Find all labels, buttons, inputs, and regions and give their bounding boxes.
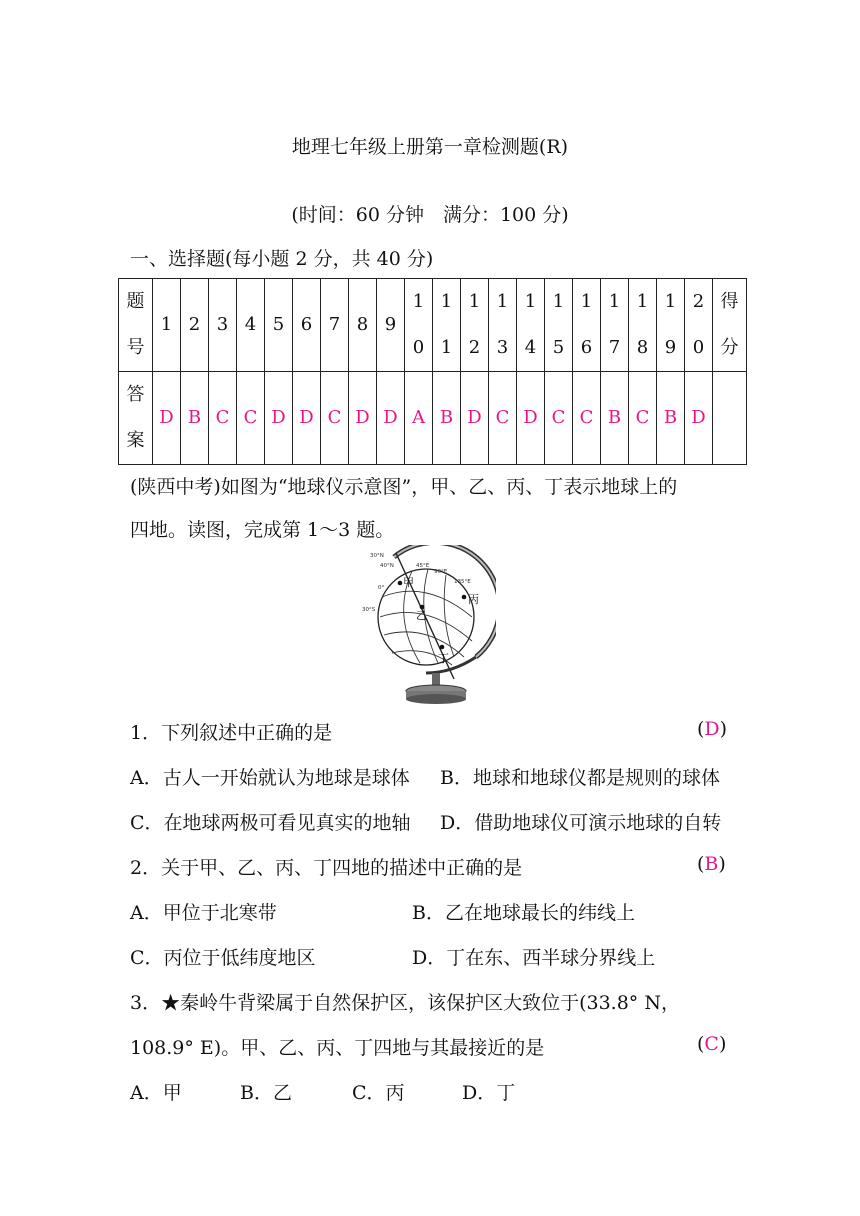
number-cell: 4 bbox=[237, 279, 265, 372]
number-cell: 1 bbox=[153, 279, 181, 372]
number-cell: 1 5 bbox=[545, 279, 573, 372]
answer-cell: C bbox=[489, 372, 517, 465]
number-cell: 1 8 bbox=[629, 279, 657, 372]
exam-time-score: (时间：60 分钟 满分：100 分) bbox=[291, 204, 569, 226]
option: D．丁在东、西半球分界线上 bbox=[412, 947, 656, 969]
option: A．甲 bbox=[130, 1082, 182, 1104]
answer-cell: C bbox=[237, 372, 265, 465]
table-header-cell: 题 号 bbox=[119, 279, 153, 372]
number-cell: 3 bbox=[209, 279, 237, 372]
answer-cell: D bbox=[377, 372, 405, 465]
number-cell: 1 4 bbox=[517, 279, 545, 372]
answer-cell: D bbox=[293, 372, 321, 465]
lat-label: 40°N bbox=[380, 563, 394, 569]
point-label-ding: 丁 bbox=[438, 652, 449, 665]
page-title: 地理七年级上册第一章检测题(R) bbox=[291, 136, 569, 158]
option: D．丁 bbox=[462, 1082, 516, 1104]
globe-figure bbox=[356, 545, 496, 707]
answer-table bbox=[118, 278, 747, 465]
lat-label: 30°N bbox=[370, 553, 384, 559]
point-label-yi: 乙 bbox=[416, 609, 427, 622]
answer-cell: B bbox=[181, 372, 209, 465]
lat-label: 30°S bbox=[362, 607, 376, 613]
question-3-stem-line1: 3．★秦岭牛背梁属于自然保护区，该保护区大致位于(33.8° N， bbox=[130, 992, 680, 1014]
number-cell: 2 0 bbox=[685, 279, 713, 372]
answer-cell: C bbox=[321, 372, 349, 465]
answer-cell: D bbox=[685, 372, 713, 465]
answer-cell: D bbox=[265, 372, 293, 465]
number-cell: 1 7 bbox=[601, 279, 629, 372]
question-1-stem: 1．下列叙述中正确的是 bbox=[130, 722, 333, 744]
lat-label: 0° bbox=[378, 585, 385, 591]
score-cell bbox=[713, 372, 747, 465]
intro-text-line1: (陕西中考)如图为“地球仪示意图”，甲、乙、丙、丁表示地球上的 bbox=[130, 476, 678, 498]
intro-text-line2: 四地。读图，完成第 1～3 题。 bbox=[130, 519, 395, 541]
answer-cell: C bbox=[545, 372, 573, 465]
number-cell: 1 2 bbox=[461, 279, 489, 372]
lon-label: 135°E bbox=[454, 579, 471, 585]
question-number-row bbox=[119, 279, 747, 372]
number-cell: 1 9 bbox=[657, 279, 685, 372]
answer-row bbox=[119, 372, 747, 465]
table-header-cell: 答 案 bbox=[119, 372, 153, 465]
option: A．古人一开始就认为地球是球体 bbox=[130, 767, 410, 789]
answer-cell: B bbox=[657, 372, 685, 465]
answer-cell: D bbox=[461, 372, 489, 465]
lon-label: 90°E bbox=[434, 569, 448, 575]
answer-cell: D bbox=[153, 372, 181, 465]
section-heading: 一、选择题(每小题 2 分，共 40 分) bbox=[130, 248, 434, 270]
answer-cell: D bbox=[517, 372, 545, 465]
option: C．丙位于低纬度地区 bbox=[130, 947, 316, 969]
number-cell: 9 bbox=[377, 279, 405, 372]
number-cell: 6 bbox=[293, 279, 321, 372]
lon-label: 45°E bbox=[416, 563, 430, 569]
answer-cell: D bbox=[349, 372, 377, 465]
answer-cell: C bbox=[573, 372, 601, 465]
number-cell: 1 6 bbox=[573, 279, 601, 372]
question-3-stem-line2: 108.9° E)。甲、乙、丙、丁四地与其最接近的是 bbox=[130, 1037, 545, 1059]
option: D．借助地球仪可演示地球的自转 bbox=[440, 812, 722, 834]
point-label-bing: 丙 bbox=[468, 593, 479, 606]
number-cell: 2 bbox=[181, 279, 209, 372]
answer-cell: A bbox=[405, 372, 433, 465]
question-3-answer: (C) bbox=[697, 1033, 727, 1055]
option: B．地球和地球仪都是规则的球体 bbox=[440, 767, 720, 789]
number-cell: 1 1 bbox=[433, 279, 461, 372]
number-cell: 8 bbox=[349, 279, 377, 372]
number-cell: 1 0 bbox=[405, 279, 433, 372]
number-cell: 7 bbox=[321, 279, 349, 372]
number-cell: 1 3 bbox=[489, 279, 517, 372]
question-2-answer: (B) bbox=[697, 853, 726, 875]
option: C．在地球两极可看见真实的地轴 bbox=[130, 812, 411, 834]
answer-cell: C bbox=[209, 372, 237, 465]
question-2-stem: 2．关于甲、乙、丙、丁四地的描述中正确的是 bbox=[130, 857, 523, 879]
option: C．丙 bbox=[352, 1082, 405, 1104]
option: B．乙 bbox=[240, 1082, 292, 1104]
answer-cell: B bbox=[601, 372, 629, 465]
point-label-jia: 甲 bbox=[403, 576, 414, 589]
question-1-answer: (D) bbox=[697, 718, 728, 740]
option: A．甲位于北寒带 bbox=[130, 902, 277, 924]
answer-cell: B bbox=[433, 372, 461, 465]
answer-cell: C bbox=[629, 372, 657, 465]
score-header-cell: 得 分 bbox=[713, 279, 747, 372]
number-cell: 5 bbox=[265, 279, 293, 372]
option: B．乙在地球最长的纬线上 bbox=[412, 902, 635, 924]
